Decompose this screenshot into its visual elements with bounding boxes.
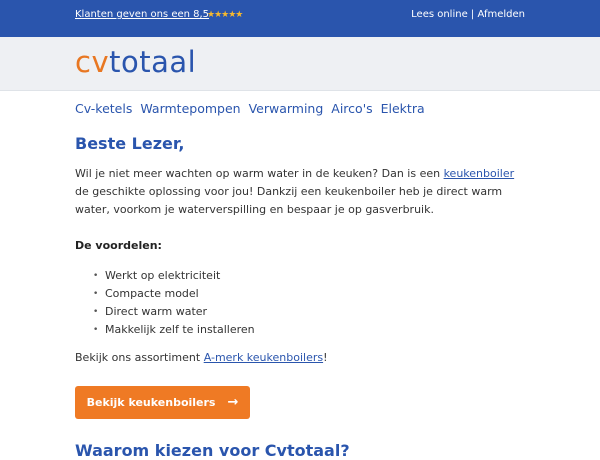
intro-text-end: de geschikte oplossing voor jou! Dankzij een keukenboiler heb je direct warm water, voorkom je waterverspilling en bespaar je op gasverbruik. bbox=[75, 185, 503, 216]
section-heading: Waarom kiezen voor Cvtotaal? bbox=[75, 441, 350, 460]
assortment-exclamation: ! bbox=[323, 351, 328, 364]
advantages-title: De voordelen: bbox=[75, 239, 162, 252]
advantages-list bbox=[93, 267, 255, 339]
top-bar bbox=[0, 0, 600, 37]
list-item: • Compacte model bbox=[93, 285, 255, 303]
a-merk-keukenboilers-link[interactable]: A-merk keukenboilers bbox=[203, 351, 324, 364]
intro-paragraph bbox=[75, 165, 530, 219]
nav-item-elektra[interactable]: Elektra bbox=[380, 101, 425, 116]
assortment-text: Bekijk ons assortiment bbox=[75, 351, 204, 364]
link-separator: | bbox=[470, 9, 475, 20]
cta-label: Bekijk keukenboilers bbox=[86, 396, 216, 409]
nav-item-aircos[interactable]: Airco's bbox=[331, 101, 373, 116]
category-nav bbox=[75, 101, 429, 116]
greeting-heading: Beste Lezer, bbox=[75, 134, 185, 153]
arrow-right-icon: → bbox=[227, 395, 239, 410]
unsubscribe-link[interactable]: Afmelden bbox=[477, 9, 525, 20]
logo-cv-text: cv bbox=[75, 45, 110, 79]
header bbox=[0, 37, 600, 91]
list-item: • Werkt op elektriciteit bbox=[93, 267, 255, 285]
assortment-paragraph bbox=[75, 351, 328, 364]
nav-item-verwarming[interactable]: Verwarming bbox=[248, 101, 324, 116]
top-links bbox=[411, 9, 525, 20]
list-item: • Direct warm water bbox=[93, 303, 255, 321]
nav-item-warmtepompen[interactable]: Warmtepompen bbox=[140, 101, 241, 116]
nav-item-cv-ketels[interactable]: Cv-ketels bbox=[75, 101, 133, 116]
intro-text-start: Wil je niet meer wachten op warm water in de keuken? Dan is een bbox=[75, 167, 444, 180]
rating-stars-icon: ★★★★★ bbox=[207, 10, 243, 20]
list-item: • Makkelijk zelf te installeren bbox=[93, 321, 255, 339]
cvtotaal-logo[interactable] bbox=[75, 45, 196, 79]
logo-totaal-text: totaal bbox=[109, 45, 197, 79]
customer-rating-link[interactable]: Klanten geven ons een 8,5 bbox=[75, 9, 210, 20]
bekijk-keukenboilers-button[interactable] bbox=[75, 386, 250, 419]
keukenboiler-link[interactable]: keukenboiler bbox=[443, 167, 515, 180]
read-online-link[interactable]: Lees online bbox=[411, 9, 468, 20]
